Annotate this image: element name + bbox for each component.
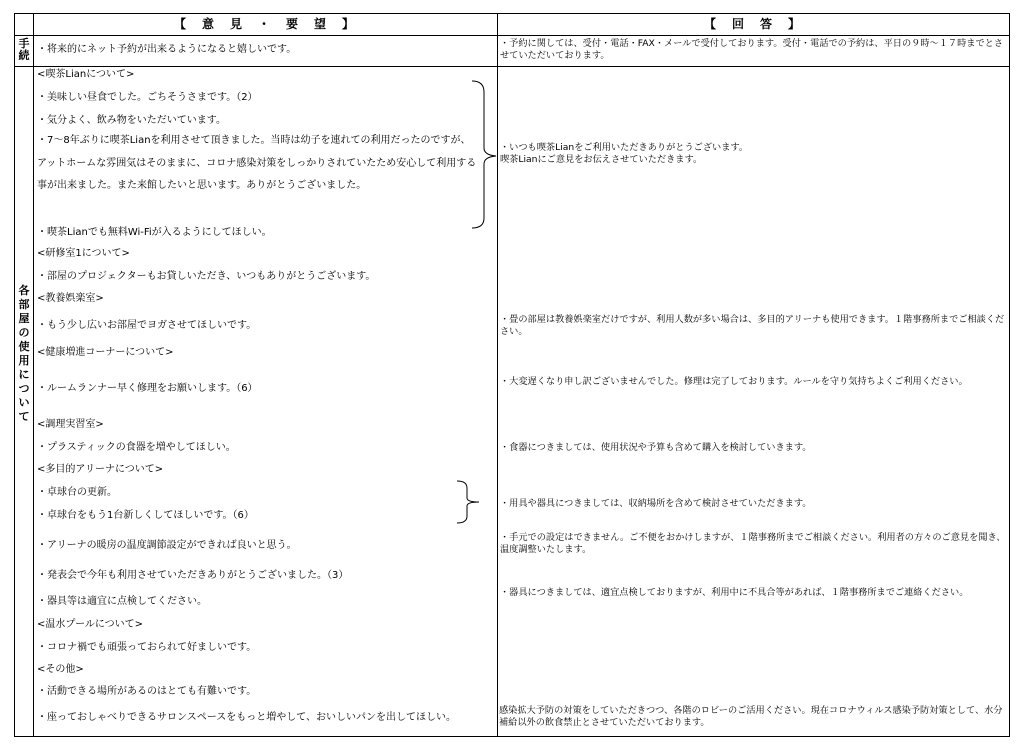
- opinion-lian-lunch: ・美味しい昼食でした。ごちそうさまです。（2）: [37, 92, 258, 103]
- answer-equipment-check: ・器具につきましては、適宜点検しておりますが、利用中に不具合等があれば、１階事務所までご連絡ください。: [500, 587, 969, 598]
- opinion-salon-space: ・座っておしゃべりできるサロンスペースをもっと増やして、おいしいパンを出してほしい。: [37, 712, 456, 723]
- answer-arena-heating: ・手元での設定はできません。ご不便をおかけしますが、１階事務所までご相談ください。利用者の方々のご意見を聞き、温度調整いたします。: [500, 532, 1006, 555]
- opinion-lian-wifi: ・喫茶Lianでも無料Wi-Fiが入るようにしてほしい。: [37, 227, 272, 238]
- opinion-arena-heating: ・アリーナの暖房の温度調節設定ができれば良いと思う。: [37, 540, 297, 551]
- answer-equipment-storage: ・用具や器具につきましては、収納場所を含めて検討させていただきます。: [500, 498, 812, 509]
- opinion-tableware: ・プラスティックの食器を増やしてほしい。: [37, 442, 236, 453]
- opinion-online-booking: ・将来的にネット予約が出来るようになると嬉しいです。: [37, 44, 297, 55]
- bracket-lian: [470, 80, 500, 230]
- answer-lian: ・いつも喫茶Lianをご利用いただきありがとうございます。 喫茶Lianにご意見をお伝えさせていただきます。: [500, 142, 749, 165]
- section-cooking-room: <調理実習室>: [37, 419, 104, 430]
- label-procedure: 手 続: [18, 37, 30, 62]
- section-other: <その他>: [37, 664, 84, 675]
- opinion-equipment-check: ・器具等は適宜に点検してください。: [37, 596, 207, 607]
- opinion-lian-visit: ・7～8年ぶりに喫茶Lianを利用させて頂きました。当時は幼子を連れての利用だったのですが、アットホームな雰囲気はそのままに、コロナ感染対策をしっかりされていたため安心して利用する事が出来ました。また来館したいと思います。ありがとうございました。: [37, 135, 477, 191]
- opinion-table-tennis-new: ・卓球台をもう1台新しくしてほしいです。（6）: [37, 510, 254, 521]
- answer-culture-room: ・畳の部屋は教養娯楽室だけですが、利用人数が多い場合は、多目的アリーナも使用できます。１階事務所までご相談ください。: [500, 314, 1005, 337]
- opinions-answers-table: [14, 13, 1010, 737]
- column-divider-label: [33, 14, 34, 736]
- header-divider: [15, 35, 1009, 36]
- opinion-pool-covid: ・コロナ禍でも頑張っておられて好ましいです。: [37, 642, 257, 653]
- answer-treadmill: ・大変遅くなり申し訳ございませんでした。修理は完了しております。ルールを守り気持ちよくご利用ください。: [500, 376, 968, 387]
- row-divider-procedure: [15, 66, 1009, 67]
- header-opinions: 【 意 見 ・ 要 望 】: [173, 17, 356, 31]
- header-answers: 【 回 答 】: [703, 17, 802, 31]
- opinion-activity-space: ・活動できる場所があるのはとても有難いです。: [37, 686, 257, 697]
- opinion-projector: ・部屋のプロジェクターもお貸しいただき、いつもありがとうございます。: [37, 271, 376, 282]
- opinion-treadmill: ・ルームランナー早く修理をお願いします。（6）: [37, 383, 258, 394]
- answer-salon-space: 感染拡大予防の対策をしていただきつつ、各階のロビーのご活用ください。現在コロナウィルス感染予防対策として、水分補給以外の飲食禁止とさせていただいております。: [499, 705, 1003, 728]
- answer-tableware: ・食器につきましては、使用状況や予算も含めて購入を検討していきます。: [500, 442, 812, 453]
- section-arena: <多目的アリーナについて>: [37, 464, 164, 475]
- opinion-lian-drinks: ・気分よく、飲み物をいただいています。: [37, 115, 226, 126]
- section-training-room: <研修室1について>: [37, 248, 130, 259]
- opinion-table-tennis-update: ・卓球台の更新。: [37, 487, 117, 498]
- answer-booking: ・予約に関しては、受付・電話・FAX・メールで受付しております。受付・電話での予約は、平日の９時～１７時までとさせていただいております。: [500, 38, 1004, 61]
- section-pool: <温水プールについて>: [37, 619, 144, 630]
- opinion-recital-thanks: ・発表会で今年も利用させていただきありがとうございました。（3）: [37, 570, 349, 581]
- section-culture-room: <教養娯楽室>: [37, 293, 104, 304]
- section-health-corner: <健康増進コーナーについて>: [37, 347, 174, 358]
- opinion-yoga: ・もう少し広いお部屋でヨガさせてほしいです。: [37, 320, 257, 331]
- section-cafe-lian: <喫茶Lianについて>: [37, 69, 135, 80]
- bracket-arena: [455, 480, 485, 524]
- label-room-usage: 各 部 屋 の 使 用 に つ い て: [18, 284, 30, 423]
